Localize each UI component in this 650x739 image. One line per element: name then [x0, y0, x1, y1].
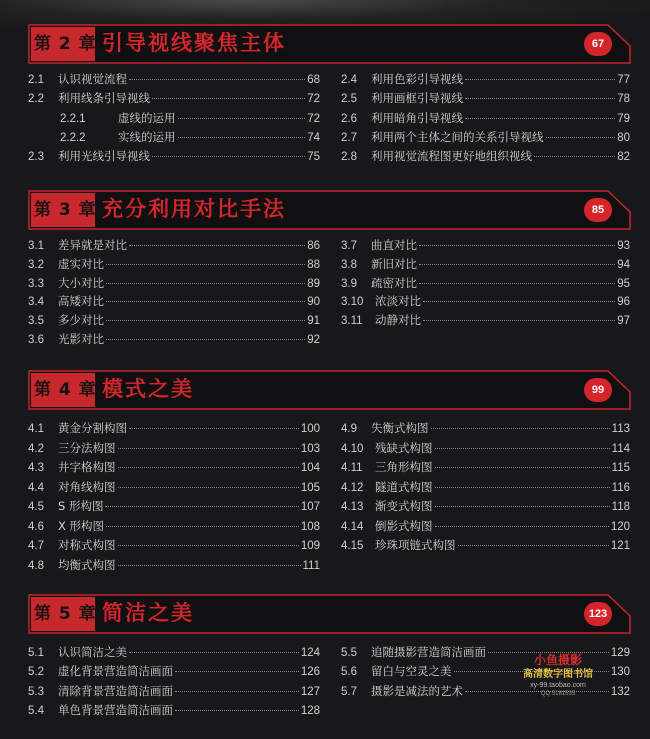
toc-entry[interactable] [28, 497, 320, 515]
toc-entry[interactable] [28, 274, 320, 292]
toc-dot-leader [118, 545, 299, 546]
toc-entry[interactable] [341, 439, 630, 457]
toc-entry-title: 黄金分割构图 [58, 421, 127, 435]
toc-dot-leader [435, 487, 610, 488]
toc-dot-leader [465, 118, 615, 119]
toc-entry-number: 5.6 [341, 666, 357, 679]
toc-dot-leader [118, 487, 299, 488]
toc-entry-number: 3.1 [28, 240, 44, 252]
toc-dot-leader [178, 137, 306, 138]
toc-entry[interactable] [28, 478, 320, 496]
toc-entry-page: 75 [307, 151, 320, 164]
toc-entry-number: 4.8 [28, 559, 44, 572]
toc-entry-title: 三角形构图 [375, 460, 433, 474]
toc-dot-leader [423, 320, 615, 321]
toc-dot-leader [175, 671, 299, 672]
toc-entry-title: 渐变式构图 [375, 499, 433, 513]
toc-entry-title: 残缺式构图 [375, 440, 433, 455]
toc-entry-title: 倒影式构图 [375, 518, 433, 533]
toc-dot-leader [152, 98, 305, 99]
toc-dot-leader [118, 448, 299, 449]
toc-entry-page: 68 [307, 74, 320, 86]
toc-entry-title: 清除背景营造简洁画面 [58, 683, 173, 698]
toc-dot-leader [435, 526, 609, 527]
chapter-title: 简洁之美 [102, 601, 194, 625]
toc-entry-page: 120 [610, 520, 630, 533]
toc-entry-number: 5.1 [28, 647, 44, 659]
toc-entry[interactable] [28, 128, 320, 146]
toc-entry-number: 3.4 [28, 296, 44, 309]
toc-entry-number: 4.1 [28, 423, 44, 435]
chapter-title: 模式之美 [102, 377, 194, 401]
toc-entry-number: 2.4 [341, 74, 357, 86]
chapter-page-badge: 99 [584, 378, 612, 402]
toc-entry-title: 虚线的运用 [118, 110, 176, 125]
toc-dot-leader [129, 245, 305, 246]
toc-entry-title: 利用暗角引导视线 [371, 110, 463, 125]
chapter-header [28, 190, 632, 230]
toc-entry-page: 72 [307, 112, 320, 125]
toc-entry[interactable] [341, 236, 630, 254]
toc-entry[interactable] [341, 109, 630, 127]
toc-entry-title: 对称式构图 [58, 538, 116, 552]
toc-entry-page: 118 [611, 501, 630, 513]
toc-entry-title: 实线的运用 [118, 129, 176, 144]
toc-entry[interactable] [341, 274, 630, 292]
toc-entry-page: 79 [617, 112, 630, 125]
toc-dot-leader [106, 339, 305, 340]
toc-dot-leader [152, 156, 305, 157]
toc-entry[interactable] [341, 128, 630, 146]
toc-dot-leader [129, 79, 305, 80]
toc-entry-title: 利用视觉流程图更好地组织视线 [371, 149, 532, 164]
toc-entry-title: 利用画框引导视线 [371, 91, 463, 106]
toc-entry[interactable] [28, 517, 320, 535]
toc-entry-page: 107 [300, 501, 320, 513]
toc-entry-title: 珍珠项链式构图 [375, 538, 456, 552]
toc-entry-number: 3.11 [341, 315, 363, 328]
toc-entry-number: 2.6 [341, 112, 357, 125]
toc-entry-title: 疏密对比 [371, 275, 417, 290]
chapter-header [28, 24, 632, 64]
toc-entry[interactable] [28, 419, 320, 437]
toc-entry[interactable] [28, 109, 320, 127]
toc-entry-number: 3.8 [341, 258, 357, 271]
chapter-page-badge: 123 [584, 602, 612, 626]
toc-entry[interactable] [28, 147, 320, 165]
toc-entry-number: 3.7 [341, 240, 357, 252]
toc-entry-title: 单色背景营造简洁画面 [58, 703, 173, 718]
toc-entry-page: 82 [617, 151, 630, 164]
toc-entry-number: 4.2 [28, 442, 44, 455]
toc-entry-page: 78 [617, 93, 630, 106]
toc-entry-number: 4.11 [341, 462, 363, 474]
toc-entry[interactable] [28, 458, 320, 476]
chapter-page-badge: 85 [584, 198, 612, 222]
toc-entry-page: 92 [307, 334, 320, 346]
toc-entry-number: 5.2 [28, 666, 44, 679]
toc-entry[interactable] [28, 236, 320, 254]
toc-entry-page: 100 [300, 423, 320, 435]
toc-entry-number: 3.5 [28, 315, 44, 328]
watermark [500, 652, 616, 704]
toc-entry-page: 104 [300, 462, 320, 474]
toc-entry-title: 隧道式构图 [375, 479, 433, 494]
watermark-line4: QQ:5181535 [540, 691, 576, 697]
toc-entry-page: 114 [611, 442, 630, 455]
toc-entry-page: 124 [300, 647, 320, 659]
toc-entry-title: 对角线构图 [58, 479, 116, 494]
toc-entry-number: 4.3 [28, 462, 44, 474]
toc-entry-title: 浓淡对比 [375, 294, 421, 309]
toc-entry-page: 93 [617, 240, 630, 252]
toc-dot-leader [129, 428, 299, 429]
toc-entry-number: 4.15 [341, 540, 364, 552]
toc-entry-page: 113 [611, 423, 630, 435]
toc-entry-title: 大小对比 [58, 275, 104, 290]
toc-entry-number: 2.1 [28, 74, 44, 86]
toc-entry-number: 3.2 [28, 258, 44, 271]
toc-dot-leader [178, 118, 306, 119]
toc-entry-number: 3.9 [341, 277, 357, 290]
toc-dot-leader [419, 245, 615, 246]
toc-dot-leader [423, 301, 615, 302]
toc-entry-page: 77 [617, 74, 630, 86]
chapter-header [28, 370, 632, 410]
toc-dot-leader [129, 652, 299, 653]
toc-entry[interactable] [341, 89, 630, 107]
toc-entry-page: 129 [610, 647, 630, 659]
toc-entry[interactable] [341, 147, 630, 165]
toc-entry-page: 127 [300, 685, 320, 698]
toc-entry-title: 光影对比 [58, 332, 104, 346]
toc-entry-title: 井字格构图 [58, 460, 116, 474]
chapter-title: 引导视线聚焦主体 [102, 31, 286, 55]
toc-entry-title: 追随摄影营造简洁画面 [371, 645, 486, 659]
toc-entry-title: 虚实对比 [58, 256, 104, 271]
toc-entry[interactable] [341, 292, 630, 310]
toc-entry-page: 105 [300, 481, 320, 494]
toc-entry-number: 4.4 [28, 481, 44, 494]
toc-entry-title: S 形构图 [58, 499, 104, 513]
toc-entry[interactable] [28, 556, 320, 574]
toc-entry-page: 72 [307, 93, 320, 106]
toc-entry[interactable] [28, 701, 320, 719]
toc-dot-leader [106, 526, 299, 527]
toc-entry-number: 5.3 [28, 685, 44, 698]
toc-entry-number: 5.7 [341, 685, 357, 698]
toc-entry[interactable] [341, 458, 630, 476]
toc-entry-page: 74 [307, 131, 320, 144]
toc-entry[interactable] [28, 536, 320, 554]
chapter-title: 充分利用对比手法 [102, 197, 286, 221]
watermark-line2: 高清数字图书馆 [523, 669, 593, 680]
toc-entry-title: 均衡式构图 [58, 557, 116, 572]
toc-entry[interactable] [28, 89, 320, 107]
toc-entry-page: 91 [307, 315, 320, 328]
toc-entry-title: 认识简洁之美 [58, 645, 127, 659]
toc-entry-title: 三分法构图 [58, 440, 116, 455]
toc-entry-title: 虚化背景营造简洁画面 [58, 664, 173, 679]
toc-entry-page: 121 [610, 540, 630, 552]
toc-entry-number: 4.5 [28, 501, 44, 513]
toc-dot-leader [431, 428, 610, 429]
toc-entry-page: 128 [300, 705, 320, 718]
toc-dot-leader [175, 691, 299, 692]
watermark-line1: 小鱼摄影 [533, 653, 582, 667]
toc-entry[interactable] [28, 643, 320, 661]
toc-entry[interactable] [28, 292, 320, 310]
toc-entry-number: 5.5 [341, 647, 357, 659]
toc-entry-page: 94 [617, 258, 630, 271]
toc-entry-page: 109 [300, 540, 320, 552]
toc-entry[interactable] [341, 536, 630, 554]
toc-entry-title: 多少对比 [58, 313, 104, 328]
chapter-number-label: 第 5 章 [34, 604, 97, 624]
toc-dot-leader [465, 79, 615, 80]
toc-entry[interactable] [28, 682, 320, 700]
toc-entry[interactable] [28, 330, 320, 348]
toc-entry-title: 失衡式构图 [371, 421, 429, 435]
toc-entry-title: 新旧对比 [371, 256, 417, 271]
toc-entry-title: X 形构图 [58, 518, 105, 533]
toc-entry-page: 96 [617, 296, 630, 309]
toc-entry-number: 3.6 [28, 334, 44, 346]
toc-entry[interactable] [28, 255, 320, 273]
toc-dot-leader [118, 467, 299, 468]
toc-entry[interactable] [341, 497, 630, 515]
toc-entry-number: 2.8 [341, 151, 357, 164]
toc-entry-title: 动静对比 [375, 313, 421, 328]
toc-entry-page: 103 [300, 442, 320, 455]
toc-entry-page: 116 [611, 481, 630, 494]
toc-entry[interactable] [28, 439, 320, 457]
chapter-page-badge: 67 [584, 32, 612, 56]
toc-entry[interactable] [341, 478, 630, 496]
toc-entry-title: 留白与空灵之美 [371, 664, 452, 679]
toc-dot-leader [546, 137, 616, 138]
toc-entry-number: 3.3 [28, 277, 44, 290]
toc-entry-page: 132 [610, 685, 630, 698]
toc-entry-number: 2.2 [28, 93, 44, 106]
toc-dot-leader [118, 565, 301, 566]
toc-entry-page: 86 [307, 240, 320, 252]
toc-entry-number: 2.5 [341, 93, 357, 106]
toc-entry-number: 2.7 [341, 131, 357, 144]
toc-entry-number: 4.9 [341, 423, 357, 435]
toc-entry-page: 80 [617, 131, 630, 144]
toc-entry-title: 曲直对比 [371, 238, 417, 252]
toc-entry-page: 88 [307, 258, 320, 271]
toc-entry-page: 111 [302, 559, 320, 572]
toc-dot-leader [106, 283, 305, 284]
toc-entry-number: 3.10 [341, 296, 364, 309]
toc-entry[interactable] [28, 662, 320, 680]
toc-entry-page: 108 [300, 520, 320, 533]
toc-entry-number: 4.6 [28, 520, 44, 533]
toc-entry-page: 126 [300, 666, 320, 679]
toc-entry-number: 4.10 [341, 442, 364, 455]
toc-entry[interactable] [341, 255, 630, 273]
toc-dot-leader [105, 506, 298, 507]
chapter-number-label: 第 2 章 [34, 34, 97, 54]
toc-entry-title: 认识视觉流程 [58, 72, 127, 86]
toc-entry-number: 2.2.2 [60, 131, 86, 144]
toc-entry[interactable] [341, 70, 630, 88]
toc-entry-title: 高矮对比 [58, 294, 104, 309]
toc-entry-number: 4.12 [341, 481, 364, 494]
toc-entry[interactable] [341, 517, 630, 535]
toc-entry-page: 130 [610, 666, 630, 679]
toc-dot-leader [419, 283, 615, 284]
toc-dot-leader [435, 506, 610, 507]
toc-entry[interactable] [341, 311, 630, 329]
toc-entry-number: 4.14 [341, 520, 364, 533]
toc-entry-title: 利用色彩引导视线 [371, 72, 463, 86]
toc-entry-number: 2.3 [28, 151, 44, 164]
toc-dot-leader [435, 467, 610, 468]
toc-entry-title: 利用两个主体之间的关系引导视线 [371, 129, 544, 144]
toc-dot-leader [458, 545, 609, 546]
toc-entry-page: 115 [611, 462, 630, 474]
toc-entry-title: 利用线条引导视线 [58, 91, 150, 106]
toc-dot-leader [106, 264, 305, 265]
toc-entry-page: 97 [617, 315, 630, 328]
toc-entry-title: 摄影是减法的艺术 [371, 683, 463, 698]
toc-dot-leader [175, 710, 299, 711]
toc-dot-leader [106, 320, 305, 321]
toc-entry-title: 利用光线引导视线 [58, 149, 150, 164]
chapter-number-label: 第 3 章 [34, 200, 97, 220]
toc-entry-number: 4.7 [28, 540, 44, 552]
toc-entry-title: 差异就是对比 [58, 238, 127, 252]
toc-entry-page: 90 [307, 296, 320, 309]
toc-dot-leader [465, 98, 615, 99]
toc-entry-number: 5.4 [28, 705, 44, 718]
toc-entry-number: 2.2.1 [60, 112, 86, 125]
watermark-line3: xy-99.taobao.com [530, 682, 586, 689]
toc-entry-page: 89 [307, 277, 320, 290]
toc-dot-leader [435, 448, 610, 449]
toc-dot-leader [534, 156, 615, 157]
chapter-header [28, 594, 632, 634]
toc-dot-leader [419, 264, 615, 265]
toc-entry[interactable] [28, 70, 320, 88]
toc-entry-page: 95 [617, 277, 630, 290]
toc-dot-leader [106, 301, 305, 302]
chapter-number-label: 第 4 章 [34, 380, 97, 400]
toc-entry-number: 4.13 [341, 501, 364, 513]
toc-entry[interactable] [28, 311, 320, 329]
toc-entry[interactable] [341, 419, 630, 437]
